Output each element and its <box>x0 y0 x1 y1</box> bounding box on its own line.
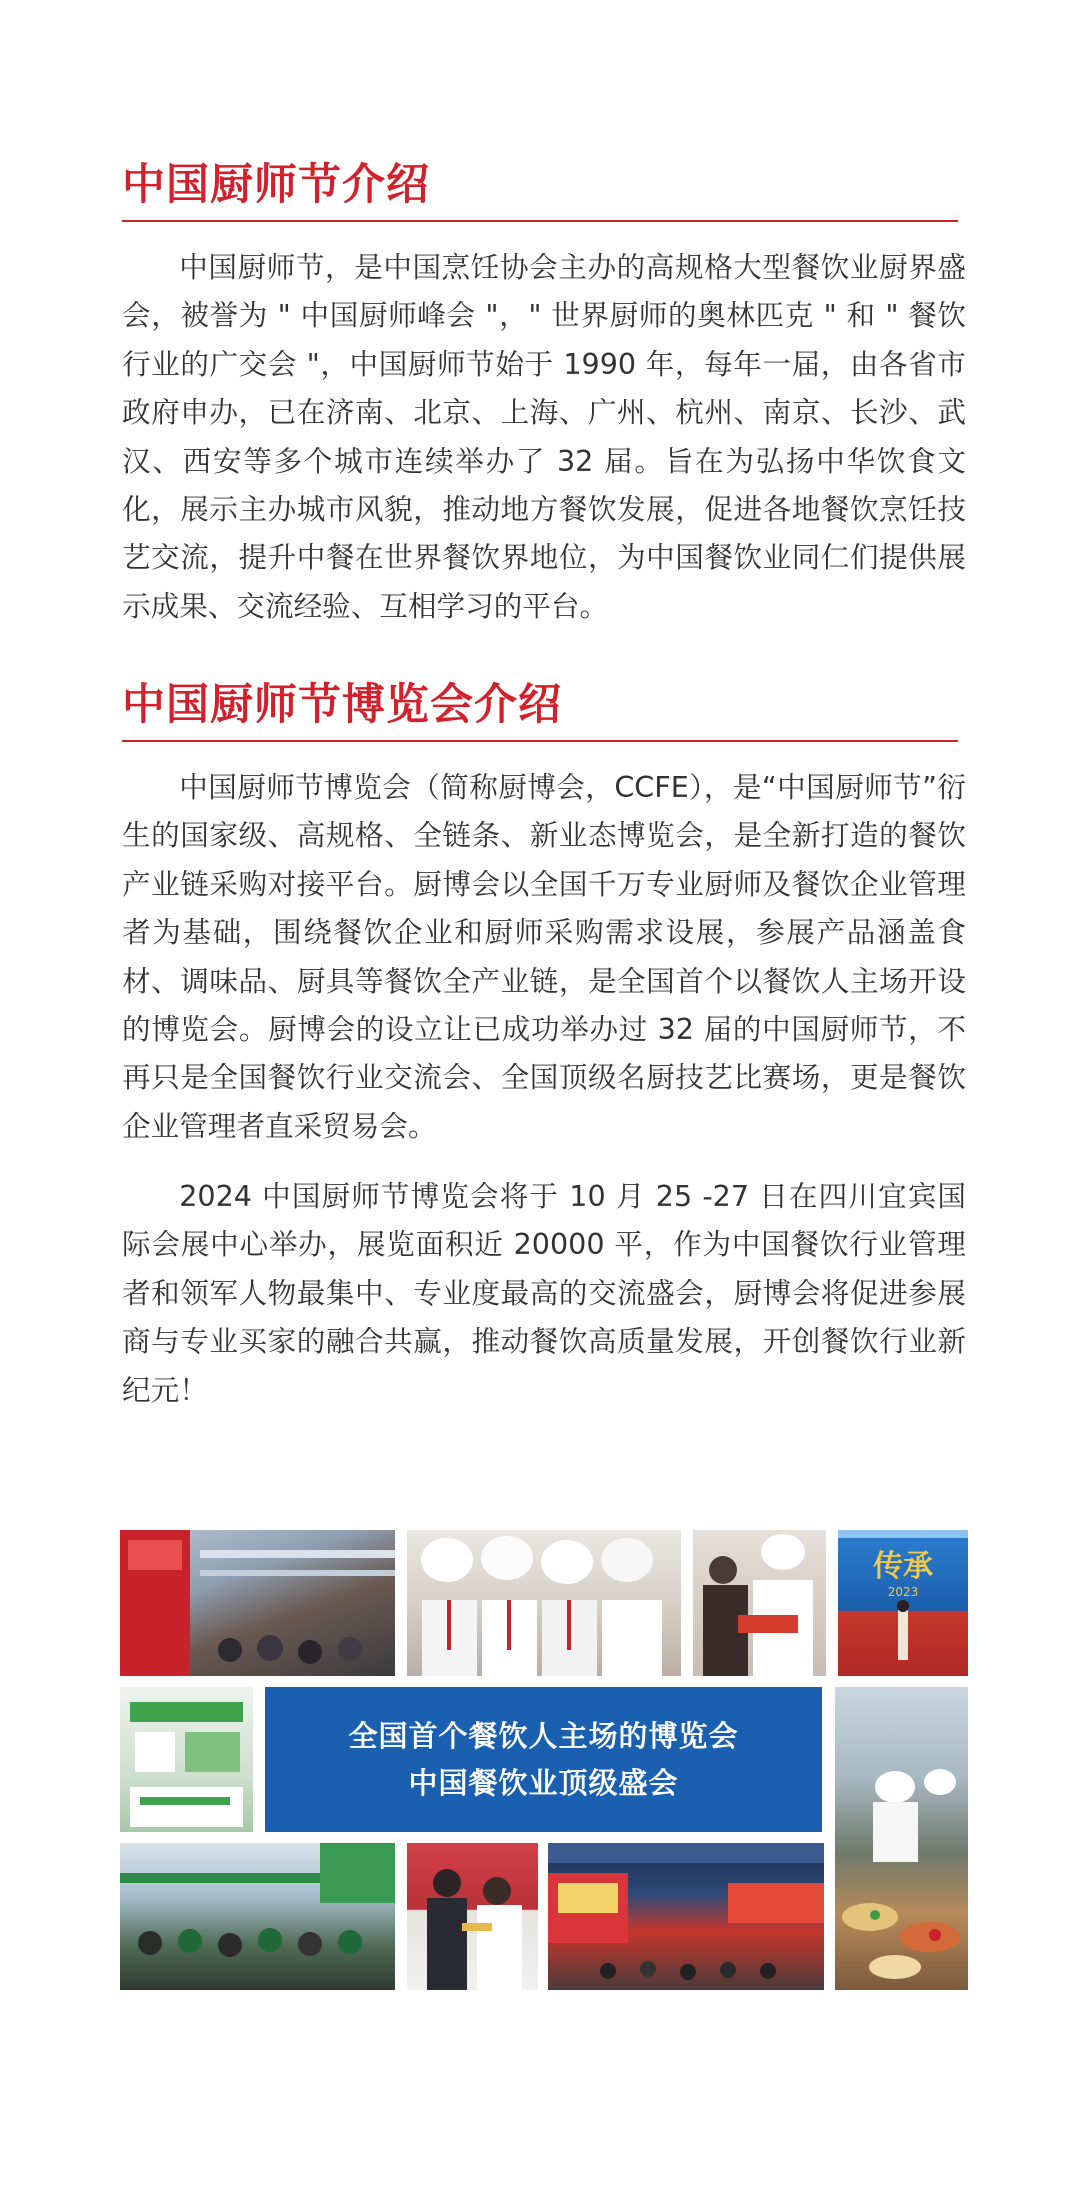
photo-expo-hall-booth-art <box>120 1530 395 1676</box>
photo-crowd-hall-art <box>120 1843 395 1990</box>
expo-slogan-banner <box>265 1687 822 1832</box>
photo-crowd-hall <box>120 1843 395 1990</box>
photo-medal-presentation-art <box>407 1843 538 1990</box>
photo-chef-competition-dishes-art <box>835 1687 968 1990</box>
section-title-expo: 中国厨师节博览会介绍 <box>122 680 562 730</box>
expo-2024-paragraph: 2024 中国厨师节博览会将于 10 月 25 -27 日在四川宜宾国际会展中心举办，展览面积近 20000 平，作为中国餐饮行业管理者和领军人物最集中、专业度最高的交流盛会，厨博会将促进参展商与专业买家的融合共赢，推动餐饮高质量发展，开创餐饮行业新纪元！ <box>122 1179 966 1407</box>
photo-award-ceremony <box>693 1530 826 1676</box>
photo-expo-aisle-art <box>548 1843 824 1990</box>
title-divider <box>122 740 958 742</box>
photo-green-booth-art <box>120 1687 253 1832</box>
photo-green-booth <box>120 1687 253 1832</box>
photo-expo-aisle <box>548 1843 824 1990</box>
banner-line-2: 中国餐饮业顶级盛会 <box>408 1765 679 1800</box>
photo-award-ceremony-art <box>693 1530 826 1676</box>
photo-stage-year-text: 2023 <box>887 1585 919 1599</box>
photo-stage-sign-text: 传承 <box>873 1549 933 1584</box>
photo-chef-competition-dishes <box>835 1687 968 1990</box>
photo-stage-event-art <box>838 1530 968 1676</box>
photo-expo-hall-booth <box>120 1530 395 1676</box>
section-title-chef-festival: 中国厨师节介绍 <box>122 160 430 210</box>
title-divider <box>122 220 958 222</box>
expo-intro-paragraph: 中国厨师节博览会（简称厨博会，CCFE），是“中国厨师节”衍生的国家级、高规格、全链条、新业态博览会，是全新打造的餐饮产业链采购对接平台。厨博会以全国千万专业厨师及餐饮企业管理者为基础，围绕餐饮企业和厨师采购需求设展，参展产品涵盖食材、调味品、厨具等餐饮全产业链，是全国首个以餐饮人主场开设的博览会。厨博会的设立让已成功举办过 32 届的中国厨师节，不再只是全国餐饮行业交流会、全国顶级名厨技艺比赛场，更是餐饮企业管理者直采贸易会。 <box>122 770 966 1143</box>
chef-festival-intro-paragraph: 中国厨师节，是中国烹饪协会主办的高规格大型餐饮业厨界盛会，被誉为 " 中国厨师峰会 "，" 世界厨师的奥林匹克 " 和 " 餐饮行业的广交会 "，中国厨师节始于 1990 年，每年一届，由各省市政府申办，已在济南、北京、上海、广州、杭州、南京、长沙、武汉、西安等多个城市连续举办了 32 届。旨在为弘扬中华饮食文化，展示主办城市风貌，推动地方餐饮发展，促进各地餐饮烹饪技艺交流，提升中餐在世界餐饮界地位，为中国餐饮业同仁们提供展示成果、交流经验、互相学习的平台。 <box>122 250 966 623</box>
photo-stage-event <box>838 1530 968 1676</box>
photo-medal-presentation <box>407 1843 538 1990</box>
photo-chefs-group <box>407 1530 681 1676</box>
photo-chefs-group-art <box>407 1530 681 1676</box>
banner-line-1: 全国首个餐饮人主场的博览会 <box>348 1718 739 1753</box>
